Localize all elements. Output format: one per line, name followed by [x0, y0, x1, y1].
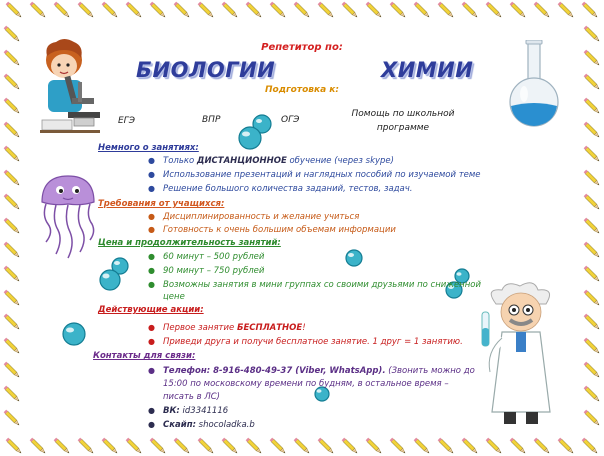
bubble-icon [236, 112, 276, 152]
bubble-icon [344, 244, 364, 274]
contact-skype: Скайп: shocoladka.b [163, 420, 255, 430]
pencil-icon [584, 194, 601, 211]
contact-phone-note: писать в ЛС) [163, 392, 220, 402]
bullet-icon: ● [148, 252, 155, 261]
pencil-icon [584, 314, 601, 331]
bullet-icon: ● [148, 280, 155, 289]
pencil-icon [582, 438, 599, 455]
pencil-icon [510, 2, 527, 19]
exam-vpr: ВПР [202, 115, 221, 125]
pencil-icon [30, 2, 47, 19]
exam-school-help: Помощь по школьной программе [351, 109, 455, 133]
bullet-icon: ● [148, 225, 155, 234]
pencil-icon [462, 2, 479, 19]
pencil-icon [78, 2, 95, 19]
pencil-icon [342, 2, 359, 19]
pencil-icon [4, 362, 21, 379]
pencil-icon [150, 2, 167, 19]
section-title-promotions: Действующие акции: [98, 305, 204, 315]
pencil-icon [222, 2, 239, 19]
pencil-icon [174, 438, 191, 455]
pencil-icon [270, 2, 287, 19]
tutor-title: Репетитор по: [261, 42, 343, 53]
pencil-icon [246, 438, 263, 455]
list-item: Только ДИСТАНЦИОННОЕ обучение (через skype) [163, 156, 394, 166]
pencil-icon [4, 338, 21, 355]
pencil-icon [6, 2, 23, 19]
pencil-icon [342, 438, 359, 455]
pencil-icon [486, 2, 503, 19]
pencil-icon [584, 218, 601, 235]
bullet-icon: ● [148, 184, 155, 193]
pencil-icon [390, 2, 407, 19]
pencil-icon [198, 2, 215, 19]
pencil-icon [584, 98, 601, 115]
pencil-icon [558, 438, 575, 455]
pencil-icon [54, 2, 71, 19]
pencil-icon [102, 438, 119, 455]
pencil-icon [150, 438, 167, 455]
pencil-icon [558, 2, 575, 19]
pencil-icon [270, 438, 287, 455]
pencil-icon [584, 290, 601, 307]
pencil-icon [4, 386, 21, 403]
pencil-icon [174, 2, 191, 19]
pencil-icon [584, 338, 601, 355]
contact-vk: ВК: id3341116 [163, 406, 229, 416]
pencil-icon [78, 438, 95, 455]
pencil-icon [4, 194, 21, 211]
pencil-icon [198, 438, 215, 455]
pencil-icon [534, 2, 551, 19]
pencil-icon [584, 170, 601, 187]
pencil-icon [102, 2, 119, 19]
pencil-icon [126, 2, 143, 19]
bullet-icon: ● [148, 156, 155, 165]
pencil-icon [584, 410, 601, 427]
bullet-icon: ● [148, 266, 155, 275]
pencil-icon [366, 438, 383, 455]
pencil-icon [246, 2, 263, 19]
list-item: Дисциплинированность и желание учиться [163, 212, 360, 222]
pencil-icon [126, 438, 143, 455]
list-item: Готовность к очень большим объемам информации [163, 225, 396, 235]
list-item: Решение большого количества заданий, тестов, задач. [163, 184, 413, 194]
bullet-icon: ● [148, 406, 155, 415]
pencil-icon [438, 438, 455, 455]
bullet-icon: ● [148, 420, 155, 429]
pencil-icon [318, 438, 335, 455]
pencil-icon [54, 438, 71, 455]
exam-ege: ЕГЭ [118, 116, 135, 126]
list-item: Возможны занятия в мини группах со своими друзьями по сниженной [163, 280, 482, 290]
pencil-icon [582, 2, 599, 19]
pencil-icon [534, 438, 551, 455]
pencil-icon [584, 386, 601, 403]
list-item: Приведи друга и получи бесплатное занятие. 1 друг = 1 занятию. [163, 337, 463, 347]
pencil-icon [4, 242, 21, 259]
pencil-icon [414, 438, 431, 455]
list-item: Использование презентаций и наглядных пособий по изучаемой теме [163, 170, 481, 180]
pencil-icon [438, 2, 455, 19]
bullet-icon: ● [148, 212, 155, 221]
pencil-icon [366, 2, 383, 19]
bubble-icon [98, 256, 134, 292]
pencil-icon [4, 218, 21, 235]
pencil-icon [584, 26, 601, 43]
subject-chemistry: ХИМИИ [381, 58, 474, 82]
contact-phone: Телефон: 8-916-480-49-37 (Viber, WhatsApp). (Звонить можно до [163, 366, 475, 376]
pencil-icon [30, 438, 47, 455]
bullet-icon: ● [148, 323, 155, 332]
pencil-icon [294, 2, 311, 19]
pencil-icon [584, 122, 601, 139]
pencil-icon [318, 2, 335, 19]
bullet-icon: ● [148, 366, 155, 375]
pencil-icon [486, 438, 503, 455]
pencil-icon [222, 438, 239, 455]
list-item: 90 минут – 750 рублей [163, 266, 265, 276]
pencil-icon [4, 170, 21, 187]
pencil-icon [294, 438, 311, 455]
section-title-requirements: Требования от учащихся: [98, 199, 225, 209]
bullet-icon: ● [148, 170, 155, 179]
list-item: Первое занятие БЕСПЛАТНОЕ! [163, 323, 306, 333]
pencil-icon [4, 146, 21, 163]
bullet-icon: ● [148, 337, 155, 346]
bubble-icon [60, 320, 88, 348]
prep-label: Подготовка к: [265, 85, 339, 95]
section-title-pricing: Цена и продолжительность занятий: [98, 238, 281, 248]
subject-biology: БИОЛОГИИ [136, 58, 276, 82]
pencil-icon [4, 314, 21, 331]
pencil-icon [414, 2, 431, 19]
pencil-icon [510, 438, 527, 455]
pencil-icon [4, 290, 21, 307]
section-title-contacts: Контакты для связи: [93, 351, 196, 361]
pencil-icon [584, 242, 601, 259]
pencil-icon [4, 410, 21, 427]
pencil-icon [4, 122, 21, 139]
jellyfish-illustration [36, 172, 100, 262]
list-item-continued: цене [163, 292, 185, 302]
list-item: 60 минут – 500 рублей [163, 252, 265, 262]
pencil-icon [4, 266, 21, 283]
pencil-icon [4, 98, 21, 115]
section-title-about: Немного о занятиях: [98, 143, 199, 153]
scientist-illustration [476, 282, 568, 428]
pencil-icon [462, 438, 479, 455]
pencil-icon [584, 146, 601, 163]
exam-oge: ОГЭ [281, 115, 300, 125]
pencil-icon [4, 26, 21, 43]
contact-phone-note: 15:00 по московскому времени по будням, в остальное время – [163, 379, 449, 389]
pencil-icon [584, 362, 601, 379]
pencil-icon [390, 438, 407, 455]
pencil-icon [584, 266, 601, 283]
pencil-icon [6, 438, 23, 455]
